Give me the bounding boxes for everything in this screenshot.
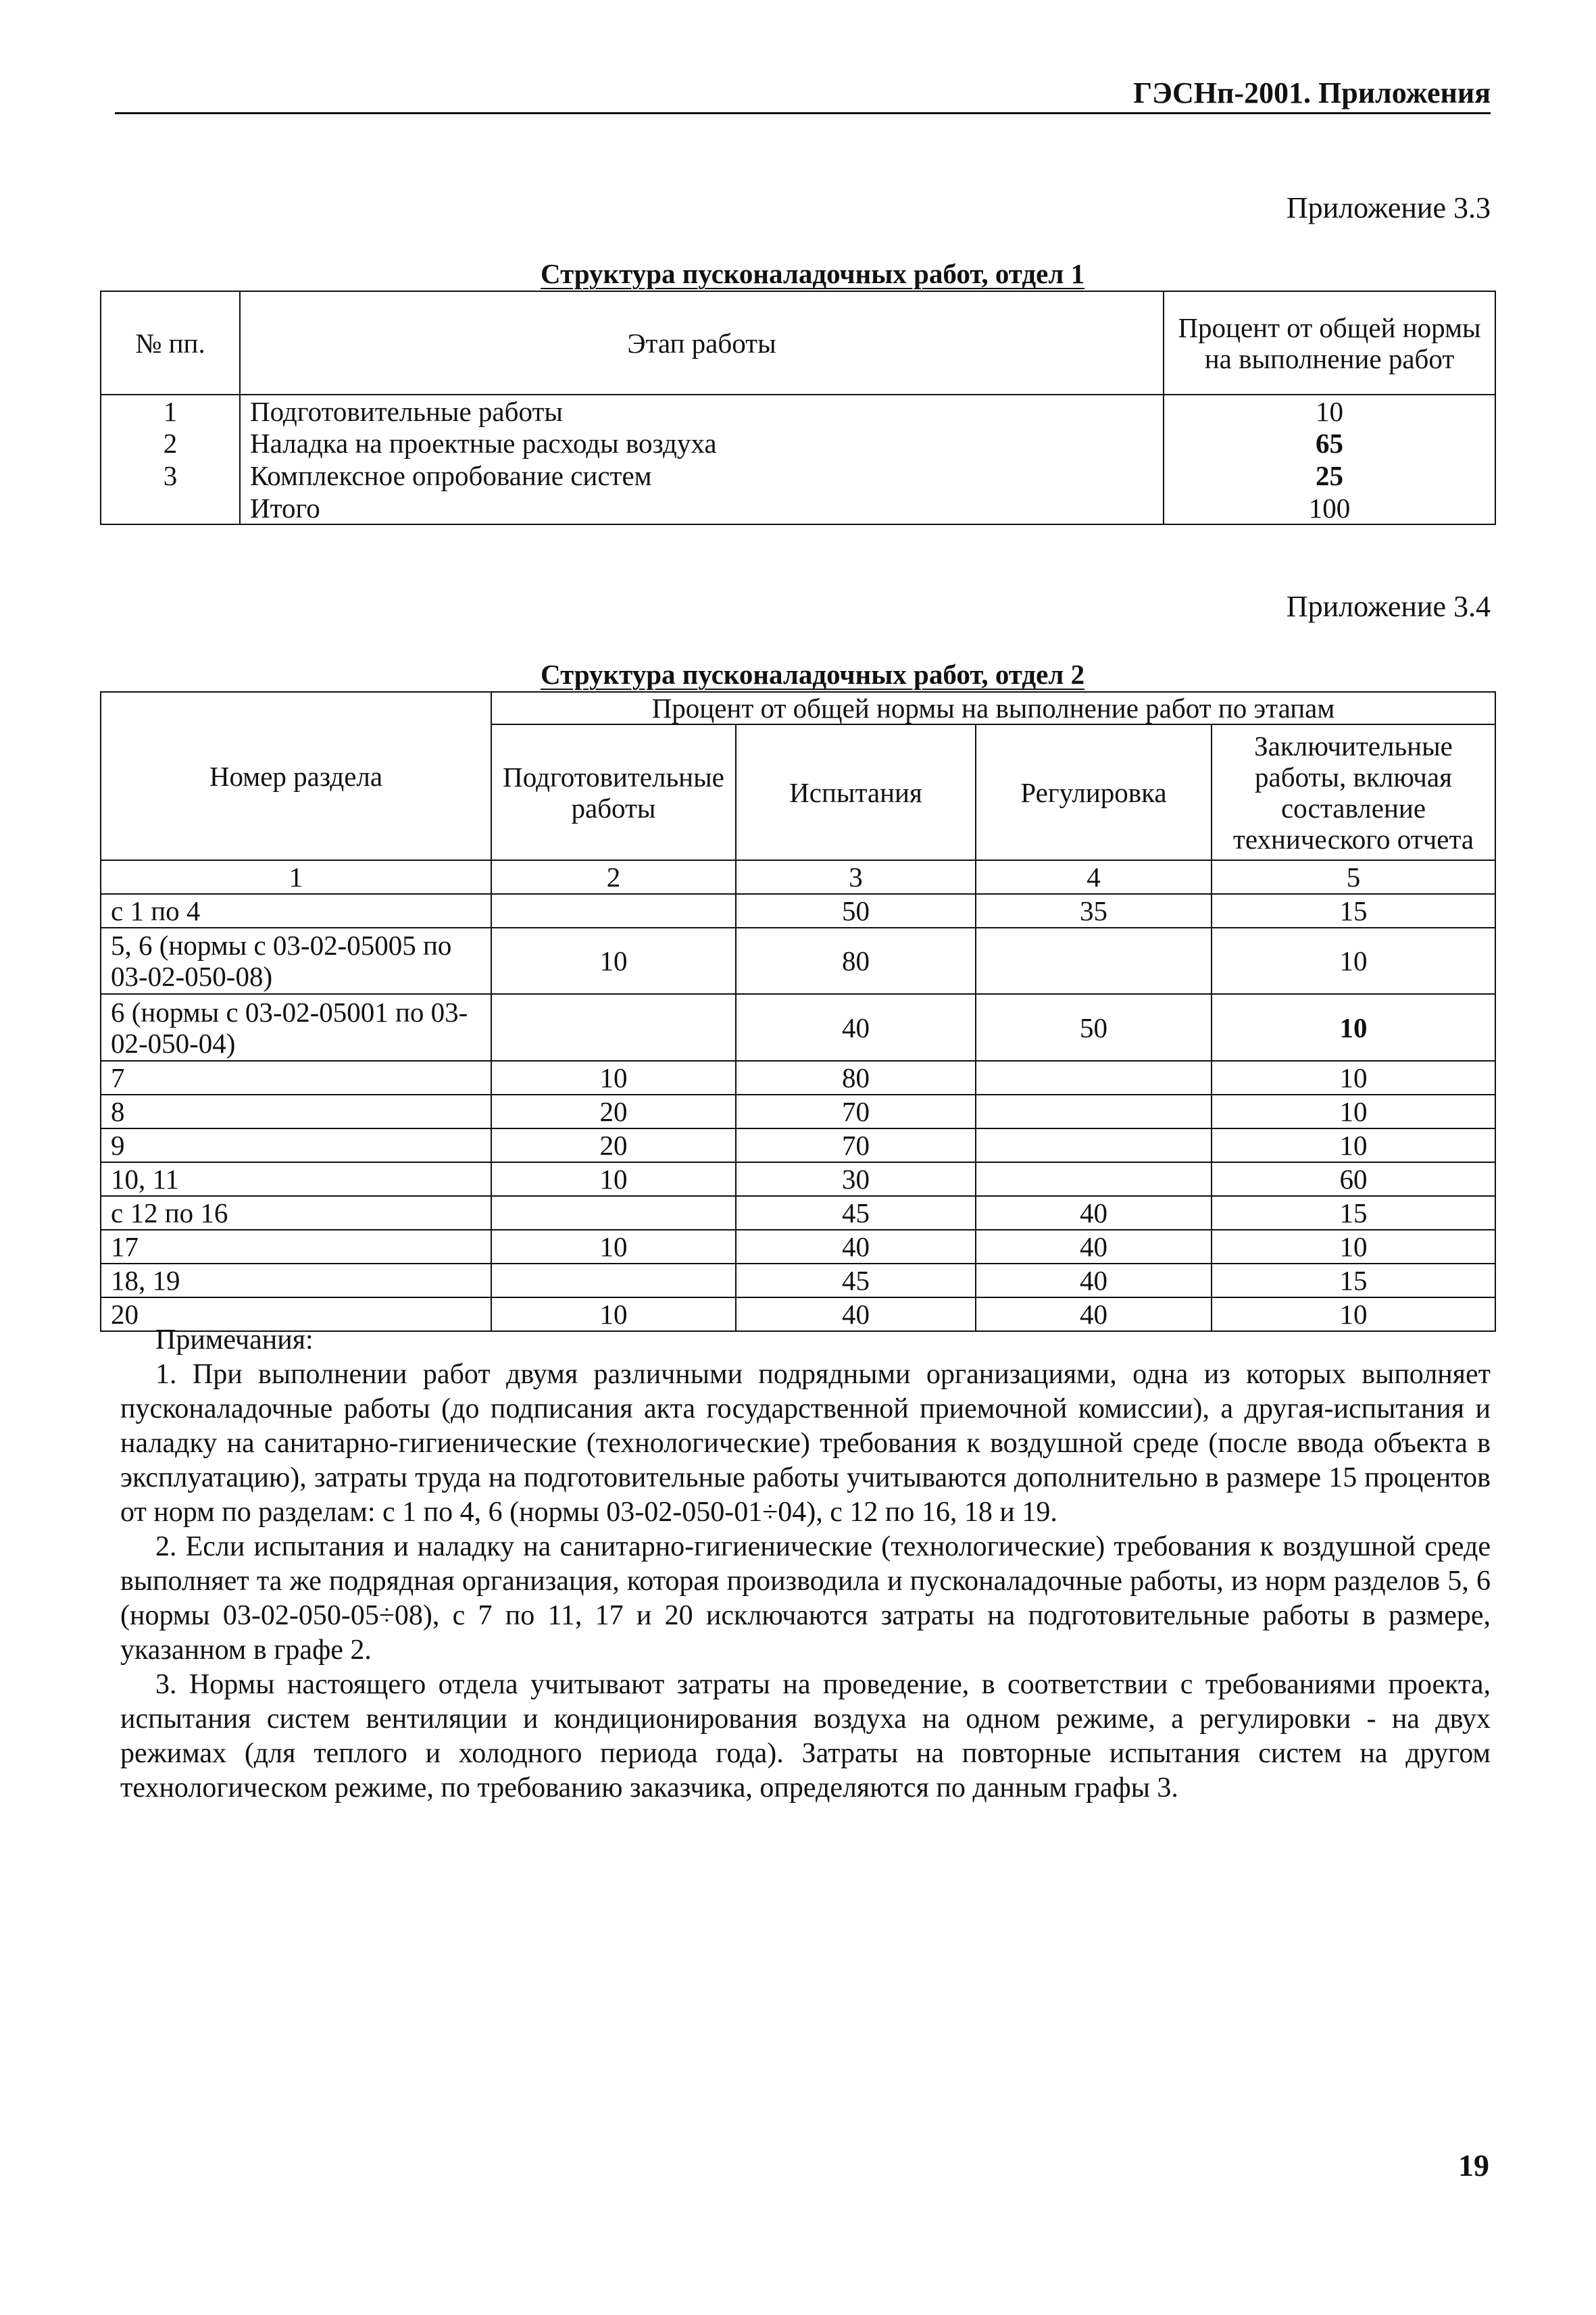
column-group-header-percent: Процент от общей нормы на выполнение работ по этапам [491, 692, 1495, 724]
notes-block [120, 1323, 1491, 1806]
appendix-3-3-title: Структура пусконаладочных работ, отдел 1 [541, 258, 1085, 289]
row-section: 18, 19 [101, 1264, 491, 1297]
row-number: 3 [101, 459, 240, 492]
stage-table-section-2 [100, 691, 1496, 1332]
row-adjust: 35 [976, 894, 1212, 928]
row-adjust: 40 [976, 1297, 1212, 1331]
row-test: 40 [736, 994, 976, 1061]
page-number: 19 [1458, 2148, 1489, 2183]
note-item: 1. При выполнении работ двумя различными подрядными организациями, одна из которых выполняет пусконаладочные работы (до подписания акта государственной приемочной комиссии), а другая-испытания и наладку на санитарно-гигиенические (технологические) требования к воздушной среде (после ввода объекта в эксплуатацию), затраты труда на подготовительные работы учитываются дополнительно в размере 15 процентов от норм по разделам: с 1 по 4, 6 (нормы 03-02-050-01÷04), с 12 по 16, 18 и 19. [120, 1359, 1491, 1528]
row-test: 70 [736, 1095, 976, 1128]
row-test: 50 [736, 894, 976, 928]
table-row [101, 1230, 1495, 1264]
row-final: 10 [1212, 1095, 1495, 1128]
column-number: 5 [1212, 860, 1495, 894]
table-row [101, 1196, 1495, 1230]
appendix-3-4-label: Приложение 3.4 [1286, 590, 1491, 623]
row-final: 10 [1212, 1061, 1495, 1095]
row-final: 10 [1212, 1230, 1495, 1264]
table-row [101, 427, 1495, 459]
table-header-row [101, 291, 1495, 395]
row-section: 8 [101, 1095, 491, 1128]
row-stage: Подготовительные работы [240, 395, 1164, 427]
row-number: 2 [101, 427, 240, 459]
row-final: 60 [1212, 1162, 1495, 1196]
column-number-row [101, 860, 1495, 894]
row-test: 40 [736, 1297, 976, 1331]
row-prep [491, 1264, 736, 1297]
row-test: 45 [736, 1196, 976, 1230]
row-stage: Наладка на проектные расходы воздуха [240, 427, 1164, 459]
row-adjust: 50 [976, 994, 1212, 1061]
row-prep [491, 894, 736, 928]
notes-title: Примечания: [155, 1324, 314, 1355]
appendix-3-3-label: Приложение 3.3 [1286, 191, 1491, 224]
row-test: 45 [736, 1264, 976, 1297]
column-header-stage: Этап работы [240, 291, 1164, 395]
row-section: 10, 11 [101, 1162, 491, 1196]
row-section: с 12 по 16 [101, 1196, 491, 1230]
row-section: 17 [101, 1230, 491, 1264]
column-number: 2 [491, 860, 736, 894]
column-header-adjust: Регулировка [976, 724, 1212, 860]
row-adjust [976, 928, 1212, 994]
row-prep: 10 [491, 1297, 736, 1331]
row-adjust: 40 [976, 1230, 1212, 1264]
row-test: 30 [736, 1162, 976, 1196]
row-percent: 10 [1164, 395, 1495, 427]
row-stage: Итого [240, 492, 1164, 524]
row-prep [491, 1196, 736, 1230]
table-row-total [101, 492, 1495, 524]
row-test: 80 [736, 928, 976, 994]
row-prep: 10 [491, 1230, 736, 1264]
table-row [101, 1128, 1495, 1162]
column-number: 4 [976, 860, 1212, 894]
row-test: 80 [736, 1061, 976, 1095]
row-adjust [976, 1128, 1212, 1162]
row-prep: 10 [491, 1162, 736, 1196]
running-head: ГЭСНп-2001. Приложения [1133, 76, 1491, 109]
table-row [101, 894, 1495, 928]
table-row [101, 1095, 1495, 1128]
column-header-percent: Процент от общей нормы на выполнение работ [1164, 291, 1495, 395]
row-section: 6 (нормы с 03-02-05001 по 03-02-050-04) [101, 994, 491, 1061]
row-final: 10 [1212, 928, 1495, 994]
table-row [101, 1264, 1495, 1297]
row-section: 20 [101, 1297, 491, 1331]
table-row [101, 1162, 1495, 1196]
row-prep: 10 [491, 928, 736, 994]
column-header-final: Заключительные работы, включая составление технического отчета [1212, 724, 1495, 860]
row-adjust [976, 1162, 1212, 1196]
row-final: 15 [1212, 1196, 1495, 1230]
column-header-test: Испытания [736, 724, 976, 860]
table-row [101, 928, 1495, 994]
row-percent: 65 [1164, 427, 1495, 459]
row-stage: Комплексное опробование систем [240, 459, 1164, 492]
column-header-section: Номер раздела [101, 692, 491, 860]
row-percent: 25 [1164, 459, 1495, 492]
row-prep: 20 [491, 1095, 736, 1128]
row-final: 15 [1212, 894, 1495, 928]
row-test: 40 [736, 1230, 976, 1264]
row-prep [491, 994, 736, 1061]
row-final: 10 [1212, 1297, 1495, 1331]
row-adjust [976, 1061, 1212, 1095]
row-section: с 1 по 4 [101, 894, 491, 928]
row-final: 10 [1212, 994, 1495, 1061]
row-test: 70 [736, 1128, 976, 1162]
row-number: 1 [101, 395, 240, 427]
row-prep: 10 [491, 1061, 736, 1095]
table-row [101, 459, 1495, 492]
stage-table-section-1 [100, 291, 1496, 525]
row-adjust [976, 1095, 1212, 1128]
row-section: 7 [101, 1061, 491, 1095]
row-section: 5, 6 (нормы с 03-02-05005 по 03-02-050-08) [101, 928, 491, 994]
note-item: 3. Нормы настоящего отдела учитывают затраты на проведение, в соответствии с требованиями проекта, испытания систем вентиляции и кондиционирования воздуха на одном режиме, а регулировки - на двух режимах (для теплого и холодного периода года). Затраты на повторные испытания систем на другом технологическом режиме, по требованию заказчика, определяются по данным графы 3. [120, 1669, 1491, 1803]
row-final: 10 [1212, 1128, 1495, 1162]
table-group-header-row [101, 692, 1495, 724]
table-row [101, 1061, 1495, 1095]
row-final: 15 [1212, 1264, 1495, 1297]
column-header-prep: Подготовительные работы [491, 724, 736, 860]
row-number [101, 492, 240, 524]
header-rule [115, 112, 1491, 114]
row-prep: 20 [491, 1128, 736, 1162]
row-adjust: 40 [976, 1264, 1212, 1297]
column-number: 1 [101, 860, 491, 894]
row-percent: 100 [1164, 492, 1495, 524]
appendix-3-4-title: Структура пусконаладочных работ, отдел 2 [541, 659, 1085, 690]
column-number: 3 [736, 860, 976, 894]
column-header-number: № пп. [101, 291, 240, 395]
note-item: 2. Если испытания и наладку на санитарно-гигиенические (технологические) требования к воздушной среде выполняет та же подрядная организация, которая производила и пусконаладочные работы, из норм разделов 5, 6 (нормы 03-02-050-05÷08), с 7 по 11, 17 и 20 исключаются затраты на подготовительные работы в размере, указанном в графе 2. [120, 1531, 1491, 1666]
row-section: 9 [101, 1128, 491, 1162]
table-row [101, 395, 1495, 427]
row-adjust: 40 [976, 1196, 1212, 1230]
table-row [101, 994, 1495, 1061]
